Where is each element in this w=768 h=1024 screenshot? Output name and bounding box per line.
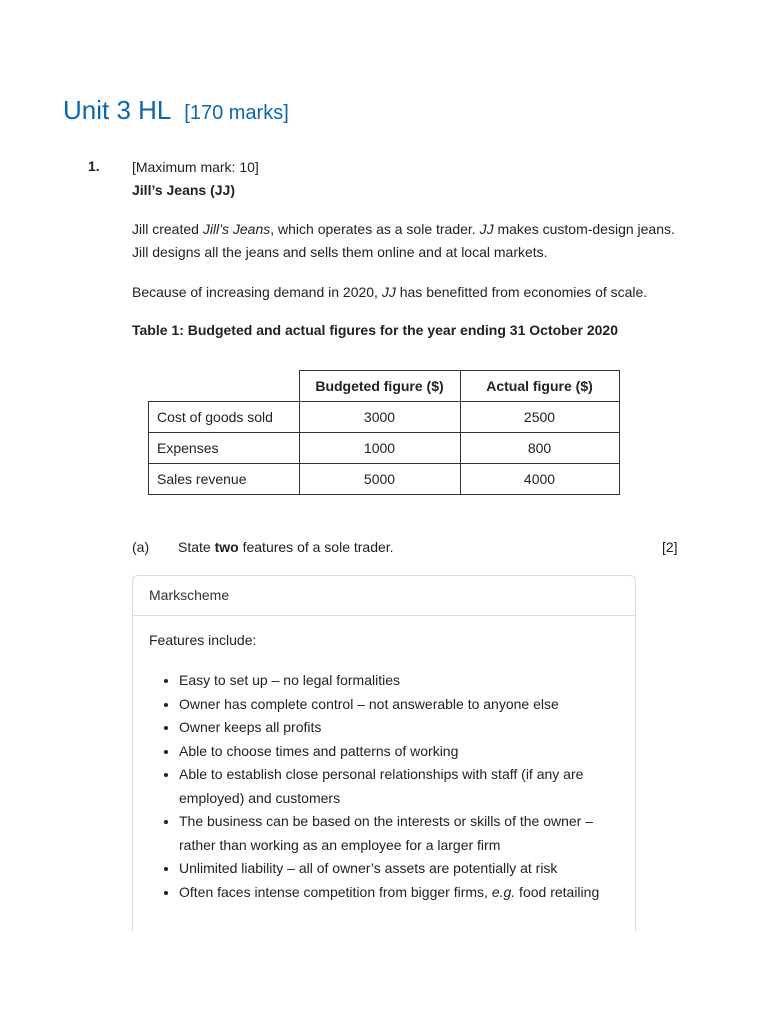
table-header-actual: Actual figure ($) [460,371,619,402]
table-row [149,464,620,495]
case-paragraph-1 [132,218,675,264]
part-a-marks: [2] [662,539,678,555]
case-text: Because of increasing demand in 2020, [132,284,382,300]
markscheme-header: Markscheme [133,576,635,616]
question-number: 1. [88,158,100,174]
row-label: Expenses [149,433,300,464]
case-paragraph-2 [132,281,647,304]
list-item: • Able to establish close personal relationships with staff (if any are employed) and customers [179,763,619,810]
list-item: • The business can be based on the interests or skills of the owner – rather than working as an employee for a larger firm [179,810,619,857]
table-caption: Table 1: Budgeted and actual figures for the year ending 31 October 2020 [132,322,618,338]
budgeted-value: 5000 [299,464,460,495]
actual-value: 4000 [460,464,619,495]
list-item-text: Often faces intense competition from bigger firms, [179,883,492,900]
actual-value: 800 [460,433,619,464]
list-item: • Able to choose times and patterns of working [179,740,619,764]
case-company-name: Jill’s Jeans [202,221,271,237]
budgeted-value: 3000 [299,402,460,433]
table-corner-cell [149,371,300,402]
case-company-abbr: JJ [479,221,494,237]
figures-table [148,370,620,495]
markscheme-panel [132,575,636,932]
markscheme-list [149,669,619,904]
list-item: • Owner has complete control – not answerable to anyone else [179,693,619,717]
question-text: features of a sole trader. [238,539,394,555]
unit-title [63,90,289,127]
table-header-budgeted: Budgeted figure ($) [299,371,460,402]
unit-title-text: Unit 3 HL [63,95,172,125]
maximum-mark: [Maximum mark: 10] [132,159,259,175]
question-text: State [178,539,215,555]
case-text: Jill designs all the jeans and sells them online and at local markets. [132,244,548,260]
list-item-text: food retailing [515,883,600,900]
list-item: • Easy to set up – no legal formalities [179,669,619,693]
list-item: • Unlimited liability – all of owner’s assets are potentially at risk [179,857,619,881]
actual-value: 2500 [460,402,619,433]
row-label: Cost of goods sold [149,402,300,433]
case-text: makes custom-design jeans. [493,221,675,237]
part-a-question [178,537,394,557]
question-emphasis: two [214,539,239,555]
case-company-abbr: JJ [381,284,396,300]
list-item: • Owner keeps all profits [179,716,619,740]
table-row [149,402,620,433]
case-text: Jill created [132,221,203,237]
table-header-row [149,371,620,402]
case-text: , which operates as a sole trader. [270,221,480,237]
list-item-abbrev: e.g. [491,883,516,900]
markscheme-intro: Features include: [149,632,257,648]
budgeted-value: 1000 [299,433,460,464]
case-text: has benefitted from economies of scale. [395,284,648,300]
table-row [149,433,620,464]
unit-total-marks: [170 marks] [184,102,289,124]
case-study-heading: Jill’s Jeans (JJ) [132,182,235,198]
part-a-label: (a) [132,539,150,555]
row-label: Sales revenue [149,464,300,495]
list-item [179,881,619,905]
